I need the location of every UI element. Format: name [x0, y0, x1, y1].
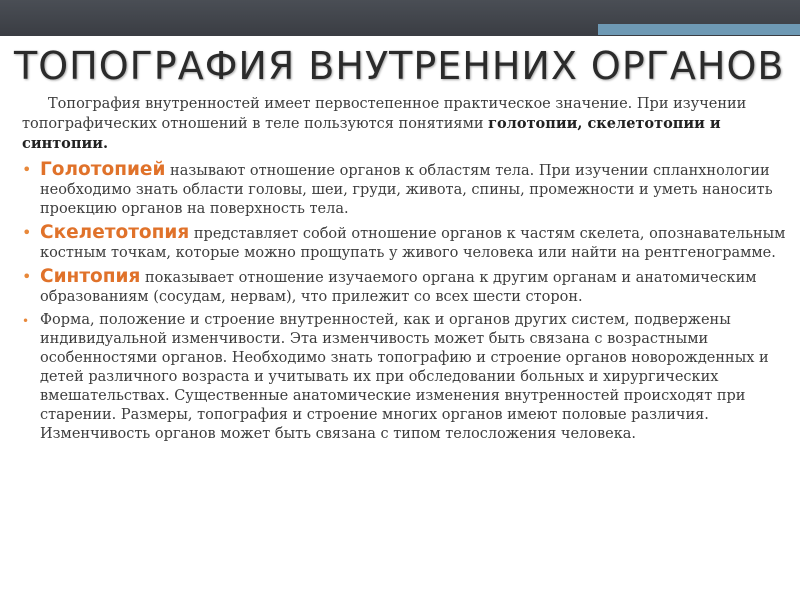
- list-item-syntopy: [22, 267, 788, 307]
- accent-stripe: [598, 24, 800, 35]
- term-skeletotopy: Скелетотопия: [40, 222, 190, 243]
- term-syntopy: Синтопия: [40, 266, 141, 287]
- intro-text: Топография внутренностей имеет первостепенное практическое значение. При изучении топографических отношений в теле пользуются понятиями: [22, 96, 747, 132]
- slide-title: ТОПОГРАФИЯ ВНУТРЕННИХ ОРГАНОВ: [14, 44, 785, 88]
- text-skeletotopy: представляет собой отношение органов к частям скелета, опознавательным костным точкам, которые можно прощупать у живого человека или найти на рентгенограмме.: [40, 226, 786, 261]
- term-holotopy: Голотопией: [40, 159, 166, 180]
- bullet-icon: •: [22, 160, 32, 179]
- bullet-icon: •: [22, 267, 32, 286]
- list-item-holotopy: [22, 160, 788, 219]
- slide-body: [22, 95, 788, 444]
- text-holotopy: называют отношение органов к областям тела. При изучении спланхнологии необходимо знать области головы, шеи, груди, живота, спины, промежности и уметь наносить проекцию органов на поверхность тела.: [40, 163, 773, 217]
- list-item-skeletotopy: [22, 223, 788, 263]
- bullet-icon: •: [22, 314, 30, 328]
- text-syntopy: показывает отношение изучаемого органа к другим органам и анатомическим образованиям (сосудам, нервам), что прилежит со всех шести сторон.: [40, 270, 757, 305]
- bullet-icon: •: [22, 223, 32, 242]
- list-item-variability: [22, 311, 788, 444]
- intro-bold-terms: голотопии, скелетотопии и синтопии.: [22, 115, 721, 152]
- text-variability: Форма, положение и строение внутренностей, как и органов других систем, подвержены индивидуальной изменчивости. Эта изменчивость может быть связана с возрастными особенностями органов. Необходимо знать топографию и строение органов новорожденных и детей различного возраста и учитывать их при обследовании больных и хирургических вмешательствах. Существенные анатомические изменения внутренностей происходят при старении. Размеры, топография и строение многих органов имеют половые различия. Изменчивость органов может быть связана с типом телосложения человека.: [40, 312, 769, 442]
- intro-paragraph: [22, 95, 788, 154]
